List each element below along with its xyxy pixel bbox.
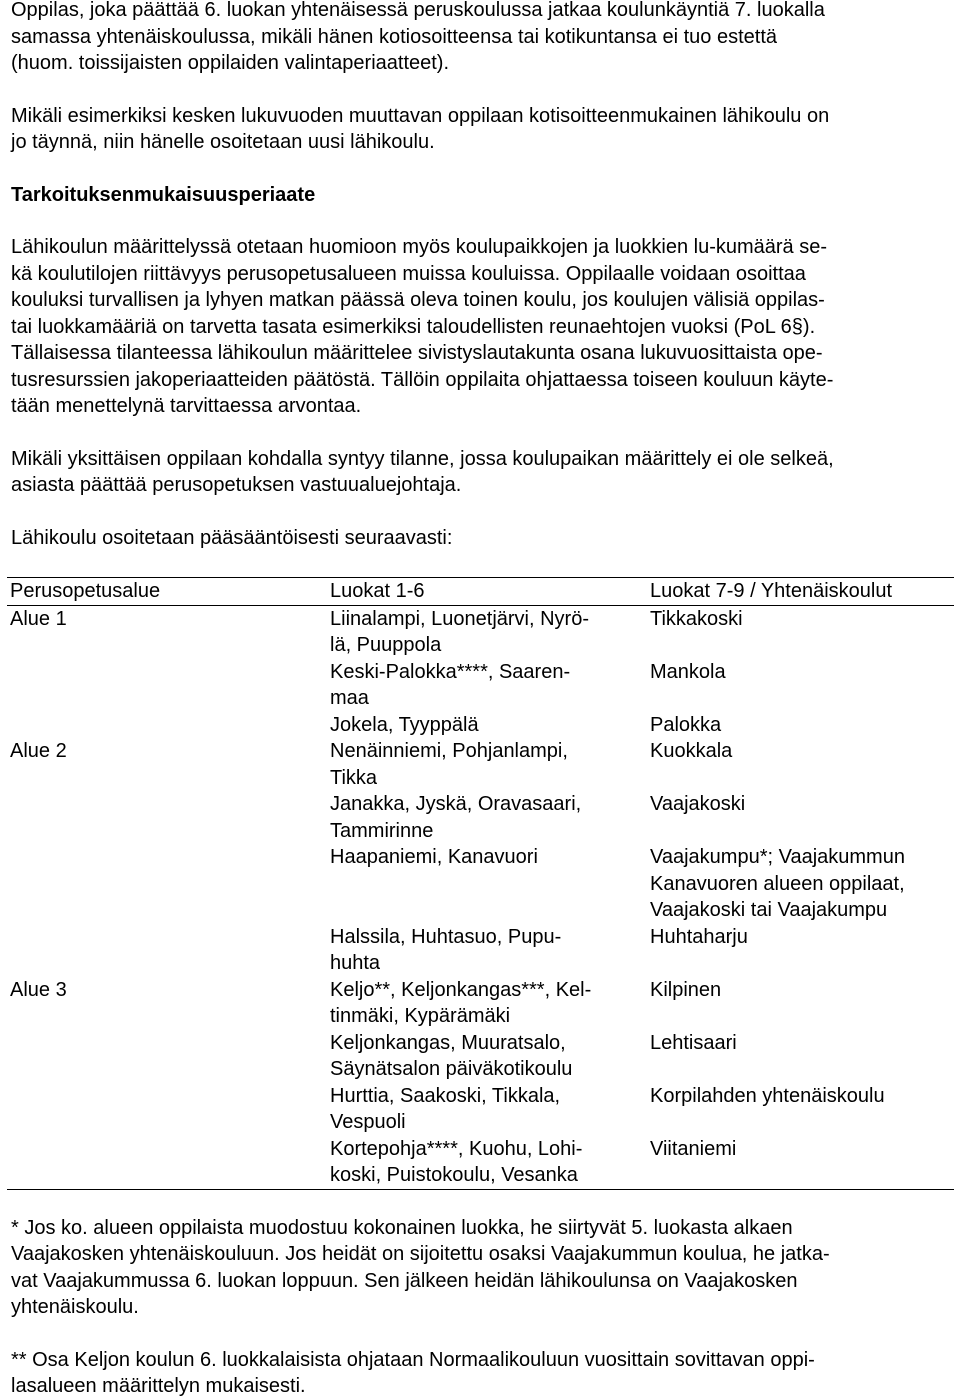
spacer	[11, 420, 951, 446]
table-cell-area	[7, 1083, 327, 1136]
table-cell-area	[7, 712, 327, 739]
column-header-grades-7-9: Luokat 7-9 / Yhtenäiskoulut	[647, 578, 954, 606]
table-cell-grades-7-9: Kilpinen	[650, 978, 722, 1001]
table-cell-grades-7-9: Mankola	[650, 660, 726, 683]
spacer	[11, 208, 951, 234]
table-cell-grades-1-6: Jokela, Tyyppälä	[330, 713, 479, 736]
spacer	[11, 551, 951, 577]
table-row	[7, 924, 954, 977]
table-cell-grades-1-6: Janakka, Jyskä, Oravasaari, Tammirinne	[330, 793, 582, 842]
table-header-row	[7, 578, 954, 606]
table-cell-area: Alue 2	[10, 740, 67, 762]
table-row	[7, 1030, 954, 1083]
paragraph-moving-student: Mikäli esimerkiksi kesken lukuvuoden muuttavan oppilaan kotisoitteenmukainen lähikoulu on jo täynnä, niin hänelle osoitetaan uusi lähikoulu.	[11, 104, 830, 153]
table-row	[7, 1083, 954, 1136]
table-row	[7, 1136, 954, 1190]
spacer	[11, 1190, 951, 1215]
spacer	[11, 77, 951, 103]
school-area-table	[7, 577, 954, 1190]
table-cell-area	[7, 924, 327, 977]
table-cell-area	[7, 791, 327, 844]
table-row	[7, 977, 954, 1030]
paragraph-table-intro: Lähikoulu osoitetaan pääsääntöisesti seuraavasti:	[11, 526, 453, 549]
table-cell-grades-1-6: Keljo**, Keljonkangas***, Kel- tinmäki, Kypärämäki	[330, 978, 592, 1027]
column-header-area: Perusopetusalue	[7, 578, 327, 606]
table-cell-area	[7, 1030, 327, 1083]
table-cell-grades-1-6: Liinalampi, Luonetjärvi, Nyrö- lä, Puuppola	[330, 607, 590, 656]
table-cell-grades-1-6: Hurttia, Saakoski, Tikkala, Vespuoli	[330, 1084, 561, 1133]
table-cell-grades-7-9: Vaajakumpu*; Vaajakummun Kanavuoren alueen oppilaat, Vaajakoski tai Vaajakumpu	[650, 846, 905, 921]
table-cell-grades-1-6: Nenäinniemi, Pohjanlampi, Tikka	[330, 740, 568, 789]
table-cell-area	[7, 659, 327, 712]
table-row	[7, 712, 954, 739]
table-cell-grades-1-6: Kortepohja****, Kuohu, Lohi- koski, Puistokoulu, Vesanka	[327, 1136, 647, 1190]
table-cell-grades-7-9: Tikkakoski	[650, 607, 743, 630]
table-cell-grades-7-9: Korpilahden yhtenäiskoulu	[650, 1084, 885, 1107]
table-cell-grades-1-6: Keski-Palokka****, Saaren- maa	[330, 660, 571, 709]
table-row	[7, 844, 954, 924]
table-cell-area	[7, 1136, 327, 1190]
spacer	[11, 156, 951, 182]
paragraph-continuation: Oppilas, joka päättää 6. luokan yhtenäisessä peruskoulussa jatkaa koulunkäyntiä 7. luokalla samassa yhtenäiskoulussa, mikäli hänen kotiosoitteensa tai kotikuntansa ei tuo estettä (huom. toissijaisten oppilaiden valintaperiaatteet).	[11, 0, 825, 74]
table-row	[7, 791, 954, 844]
table-cell-grades-1-6: Keljonkangas, Muuratsalo, Säynätsalon päiväkotikoulu	[330, 1031, 573, 1080]
spacer	[11, 1321, 951, 1347]
table-cell-grades-7-9: Kuokkala	[650, 740, 733, 762]
table-cell-area: Alue 3	[10, 978, 67, 1001]
table-cell-grades-7-9: Lehtisaari	[650, 1031, 737, 1054]
table-cell-grades-1-6: Haapaniemi, Kanavuori	[330, 846, 538, 868]
table-cell-area	[7, 844, 327, 924]
footnote-double-asterisk: ** Osa Keljon koulun 6. luokkalaisista ohjataan Normaalikouluun vuosittain sovittavan oppi- lasalueen määrittelyn mukaisesti.	[11, 1348, 815, 1397]
table-row	[7, 605, 954, 659]
section-heading: Tarkoituksenmukaisuusperiaate	[11, 183, 316, 206]
table-cell-grades-7-9: Huhtaharju	[650, 925, 748, 948]
column-header-grades-1-6: Luokat 1-6	[327, 578, 647, 606]
table-row	[7, 738, 954, 791]
table-cell-area: Alue 1	[10, 607, 67, 630]
paragraph-principle: Lähikoulun määrittelyssä otetaan huomioon myös koulupaikkojen ja luokkien lu-kumäärä se- kä koulutilojen riittävyys perusopetusalueen muissa kouluissa. Oppilaalle voidaan osoittaa kouluksi turvallisen ja lyhyen matkan päässä oleva toinen koulu, jos koulujen välisiä oppilas- tai luokkamääriä on tarvetta tasata esimerkiksi taloudellisten reunaehtojen vuoksi (PoL 6§). Tällaisessa tilanteessa lähikoulun määrittelee sivistyslautakunta osana lukuvuosittaista ope- tusresurssien jakoperiaatteiden päätöstä. Tällöin oppilaita ohjattaessa toiseen kouluun käyte- tään menettelynä tarvittaessa arvontaa.	[11, 236, 834, 417]
footnote-single-asterisk: * Jos ko. alueen oppilaista muodostuu kokonainen luokka, he siirtyvät 5. luokasta alkaen Vaajakosken yhtenäiskouluun. Jos heidät on sijoitettu osaksi Vaajakummun koulua, he jatka- vat Vaajakummussa 6. luokan loppuun. Sen jälkeen heidän lähikoulunsa on Vaajakosken yhtenäiskoulu.	[11, 1216, 830, 1318]
table-cell-grades-1-6: Halssila, Huhtasuo, Pupu- huhta	[330, 925, 562, 974]
table-cell-grades-7-9: Palokka	[650, 713, 722, 736]
table-cell-grades-7-9: Viitaniemi	[647, 1136, 954, 1190]
table-row	[7, 659, 954, 712]
table-cell-grades-7-9: Vaajakoski	[650, 793, 746, 815]
document-page	[11, 0, 951, 1400]
spacer	[11, 499, 951, 525]
paragraph-unclear-case: Mikäli yksittäisen oppilaan kohdalla syntyy tilanne, jossa koulupaikan määrittely ei ole selkeä, asiasta päättää perusopetuksen vastuualuejohtaja.	[11, 447, 834, 496]
